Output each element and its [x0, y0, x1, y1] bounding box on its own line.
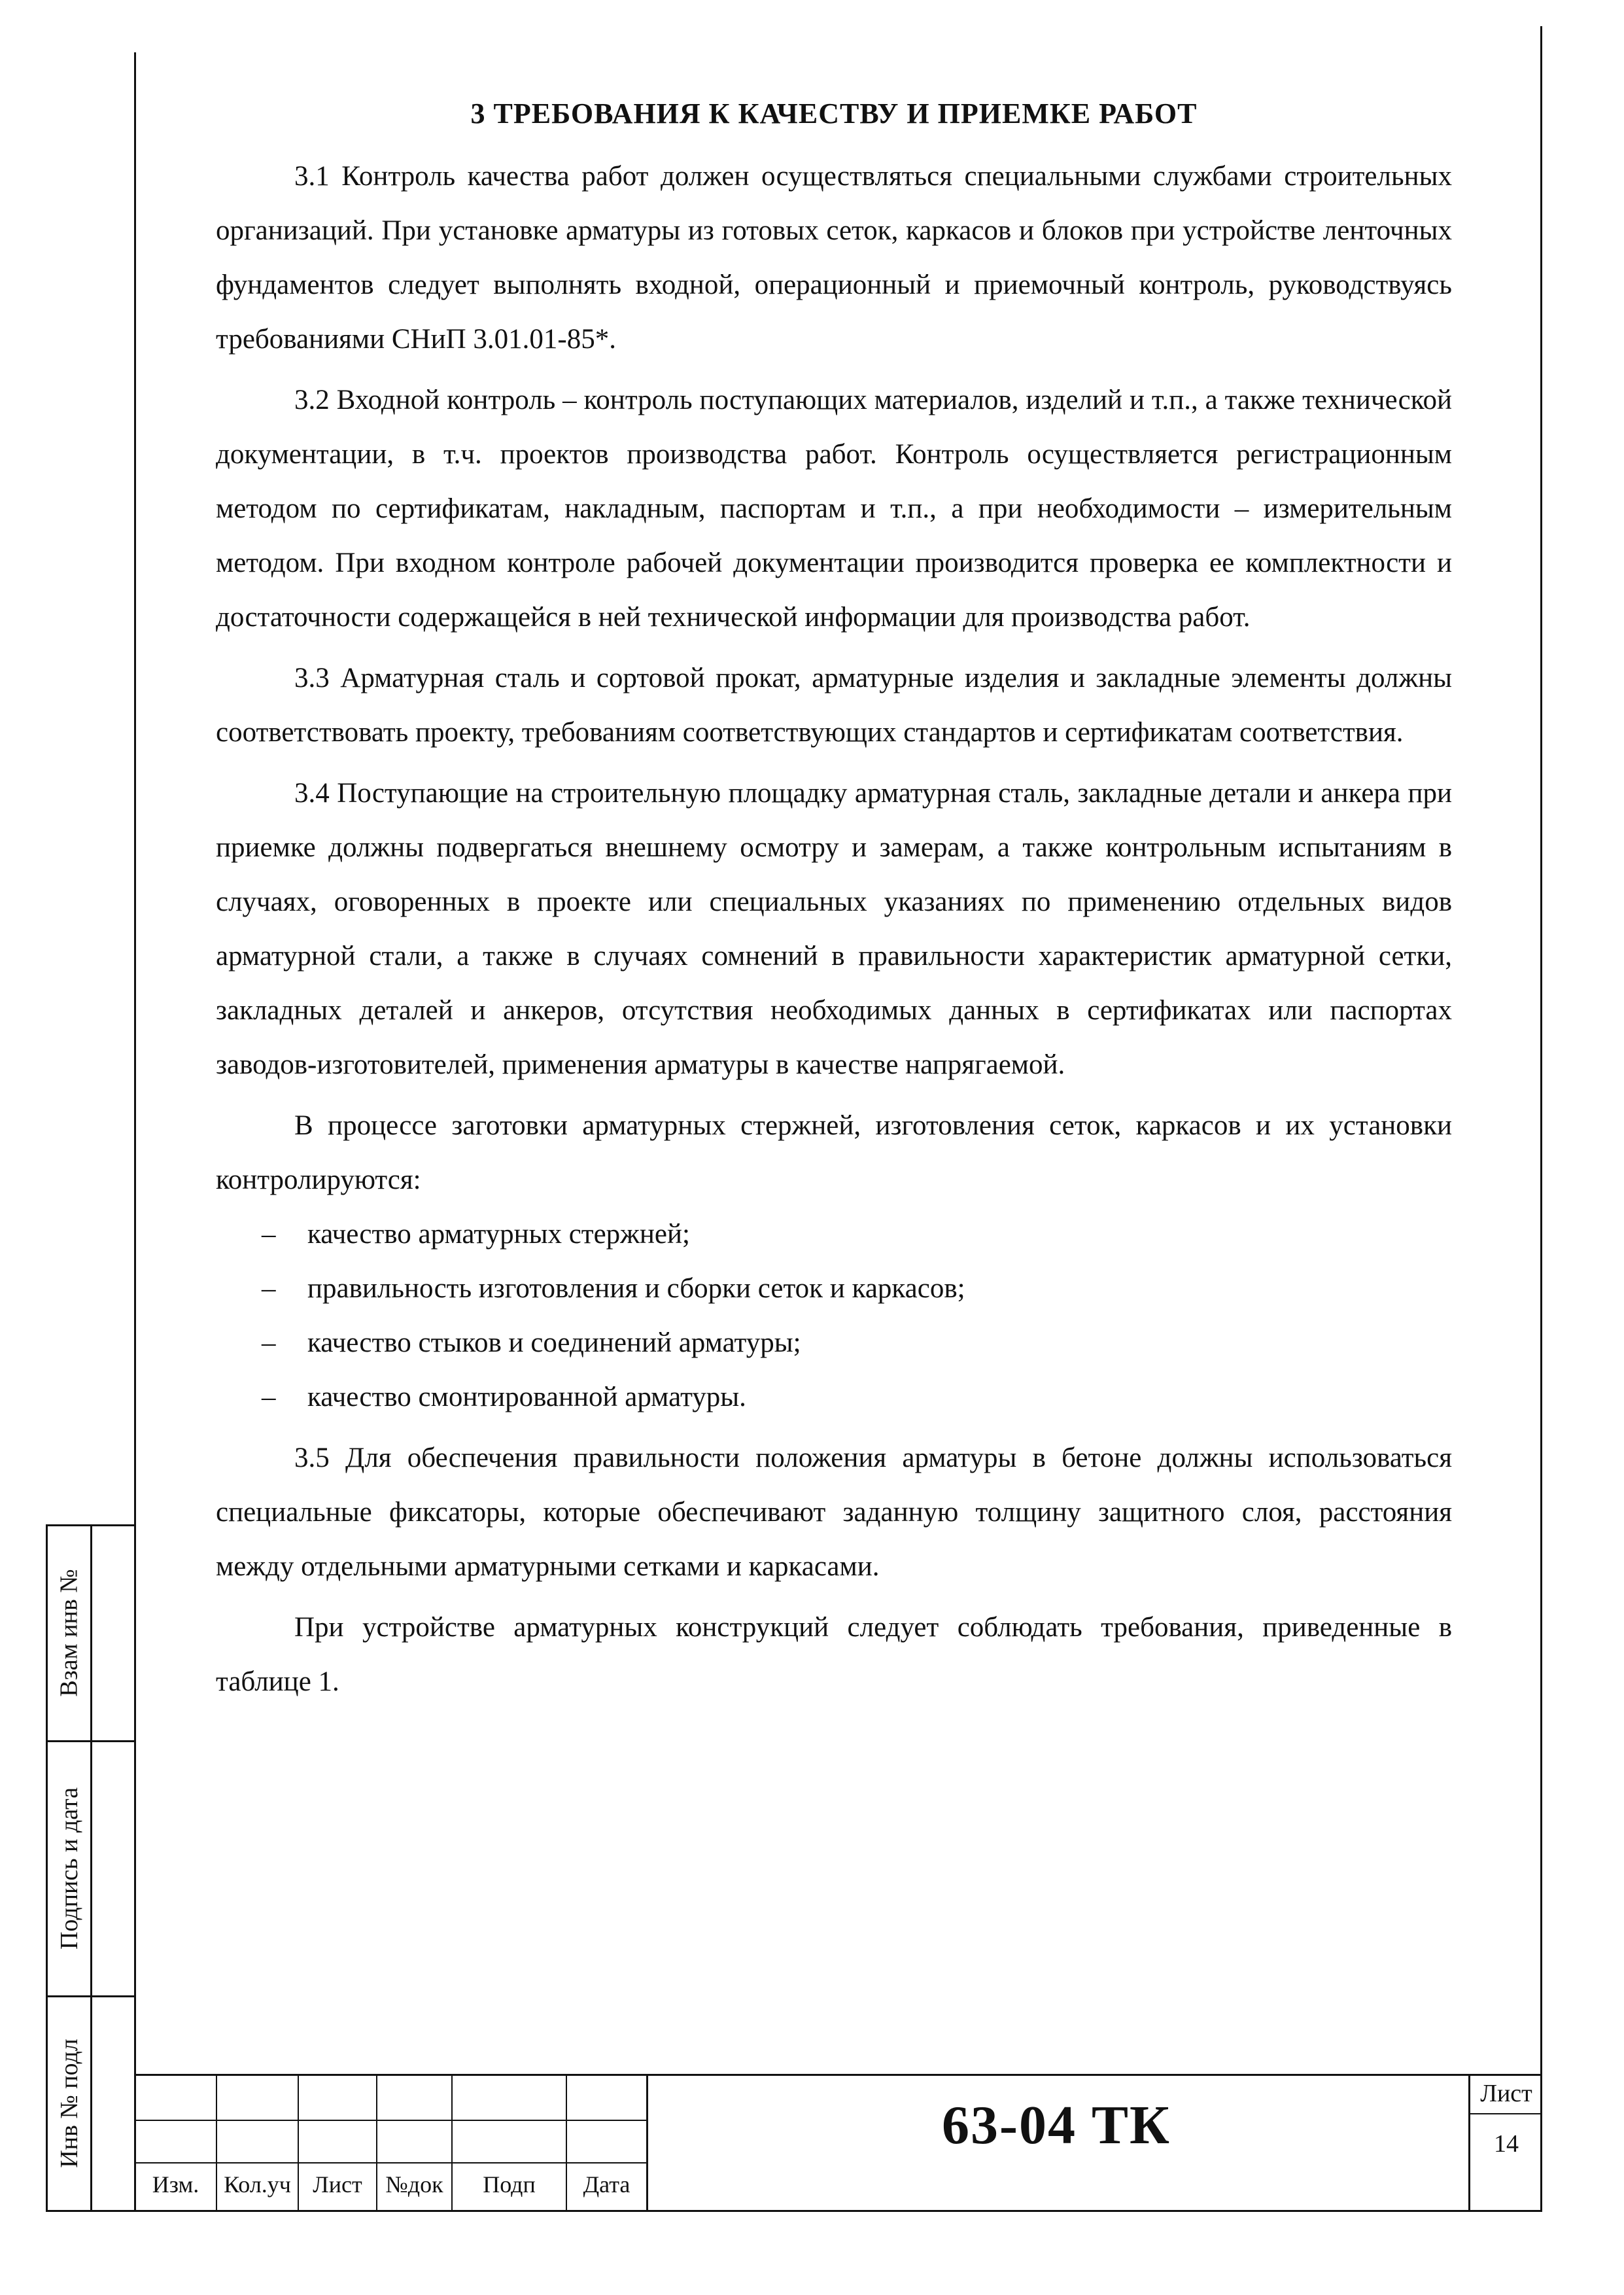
frame-left-line [134, 52, 136, 2211]
title-block-header-ndok: №док [385, 2171, 443, 2198]
side-stamp-divider-1 [46, 1740, 136, 1742]
title-block-header-data: Дата [583, 2171, 631, 2198]
side-stamp-vzam-label: Взам инв № [56, 1569, 84, 1697]
title-block-row-1 [134, 2120, 648, 2121]
bullet-dash: – [262, 1219, 276, 1250]
paragraph-3-1: 3.1 Контроль качества работ должен осуществляться специальными службами строительных организаций. При установке арматуры из готовых сеток, каркасов и блоков при устройстве ленточных фундаментов следует выполнять входной, операционный и приемочный контроль, руководствуясь требованиями СНиП 3.01.01-85*. [216, 161, 1452, 355]
title-block-header-podp: Подп [483, 2171, 536, 2198]
paragraph-intro-list: В процессе заготовки арматурных стержней, изготовления сеток, каркасов и их установки контролируются: [216, 1110, 1452, 1195]
section-title: 3 ТРЕБОВАНИЯ К КАЧЕСТВУ И ПРИЕМКЕ РАБОТ [470, 97, 1198, 130]
list-item [216, 1316, 1452, 1370]
frame-right-line [1540, 26, 1542, 2211]
list-item [216, 1370, 1452, 1424]
side-stamp-top [46, 1524, 136, 1526]
list-item-text: качество стыков и соединений арматуры; [307, 1327, 801, 1358]
sheet-label: Лист [1480, 2080, 1532, 2107]
paragraph-3-3: 3.3 Арматурная сталь и сортовой прокат, арматурные изделия и закладные элементы должны соответствовать проекту, требованиям соответствующих стандартов и сертификатам соответствия. [216, 663, 1452, 748]
paragraph-3-5: 3.5 Для обеспечения правильности положения арматуры в бетоне должны использоваться специальные фиксаторы, которые обеспечивают заданную толщину защитного слоя, расстояния между отдельными арматурными сетками и каркасами. [216, 1443, 1452, 1582]
bullet-dash: – [262, 1327, 276, 1358]
paragraph-table-ref: При устройстве арматурных конструкций следует соблюдать требования, приведенные в таблице 1. [216, 1612, 1452, 1697]
frame-bottom-line [46, 2210, 1542, 2212]
bullet-dash: – [262, 1382, 276, 1412]
title-block-row-2 [134, 2162, 648, 2164]
list-item [216, 1261, 1452, 1316]
title-block-header-list: Лист [313, 2171, 362, 2198]
paragraph-3-4: 3.4 Поступающие на строительную площадку арматурная сталь, закладные детали и анкера при приемке должны подвергаться внешнему осмотру и замерам, а также контрольным испытаниям в случаях, оговоренных в проекте или специальных указаниях по применению отдельных видов арматурной стали, а также в случаях сомнений в правильности характеристик арматурной сетки, закладных деталей и анкеров, отсутствия необходимых данных в сертификатах или паспортах заводов-изготовителей, применения арматуры в качестве напрягаемой. [216, 778, 1452, 1080]
side-stamp-inv-cell [51, 1999, 88, 2208]
title-block-header-kol: Кол.уч [224, 2171, 291, 2198]
side-stamp-podpis-label: Подпись и дата [56, 1787, 84, 1950]
bullet-dash: – [262, 1273, 276, 1304]
body-text [216, 149, 1452, 1709]
side-stamp-outer-left [46, 1524, 48, 2211]
list-item [216, 1207, 1452, 1261]
side-stamp-inv-label: Инв № подл [56, 2039, 84, 2168]
sheet-number: 14 [1494, 2130, 1519, 2158]
side-stamp-podpis-cell [51, 1743, 88, 1993]
side-stamp-vzam-cell [51, 1528, 88, 1738]
list-item-text: качество арматурных стержней; [307, 1219, 690, 1250]
title-block-sheet-divider [1468, 2113, 1542, 2114]
title-block-top [134, 2074, 1542, 2076]
paragraph-3-2: 3.2 Входной контроль – контроль поступающих материалов, изделий и т.п., а также технической документации, в т.ч. проектов производства работ. Контроль осуществляется регистрационным методом по сертификатам, накладным, паспортам и т.п., а при необходимости – измерительным методом. При входном контроле рабочей документации производится проверка ее комплектности и достаточности содержащейся в ней технической информации для производства работ. [216, 385, 1452, 633]
list-item-text: качество смонтированной арматуры. [307, 1382, 746, 1412]
list-item-text: правильность изготовления и сборки сеток и каркасов; [307, 1273, 965, 1304]
title-block-header-izm: Изм. [152, 2171, 199, 2198]
document-code: 63-04 ТК [942, 2095, 1171, 2156]
side-stamp-divider-2 [46, 1995, 136, 1997]
side-stamp-inner-left [90, 1524, 92, 2211]
